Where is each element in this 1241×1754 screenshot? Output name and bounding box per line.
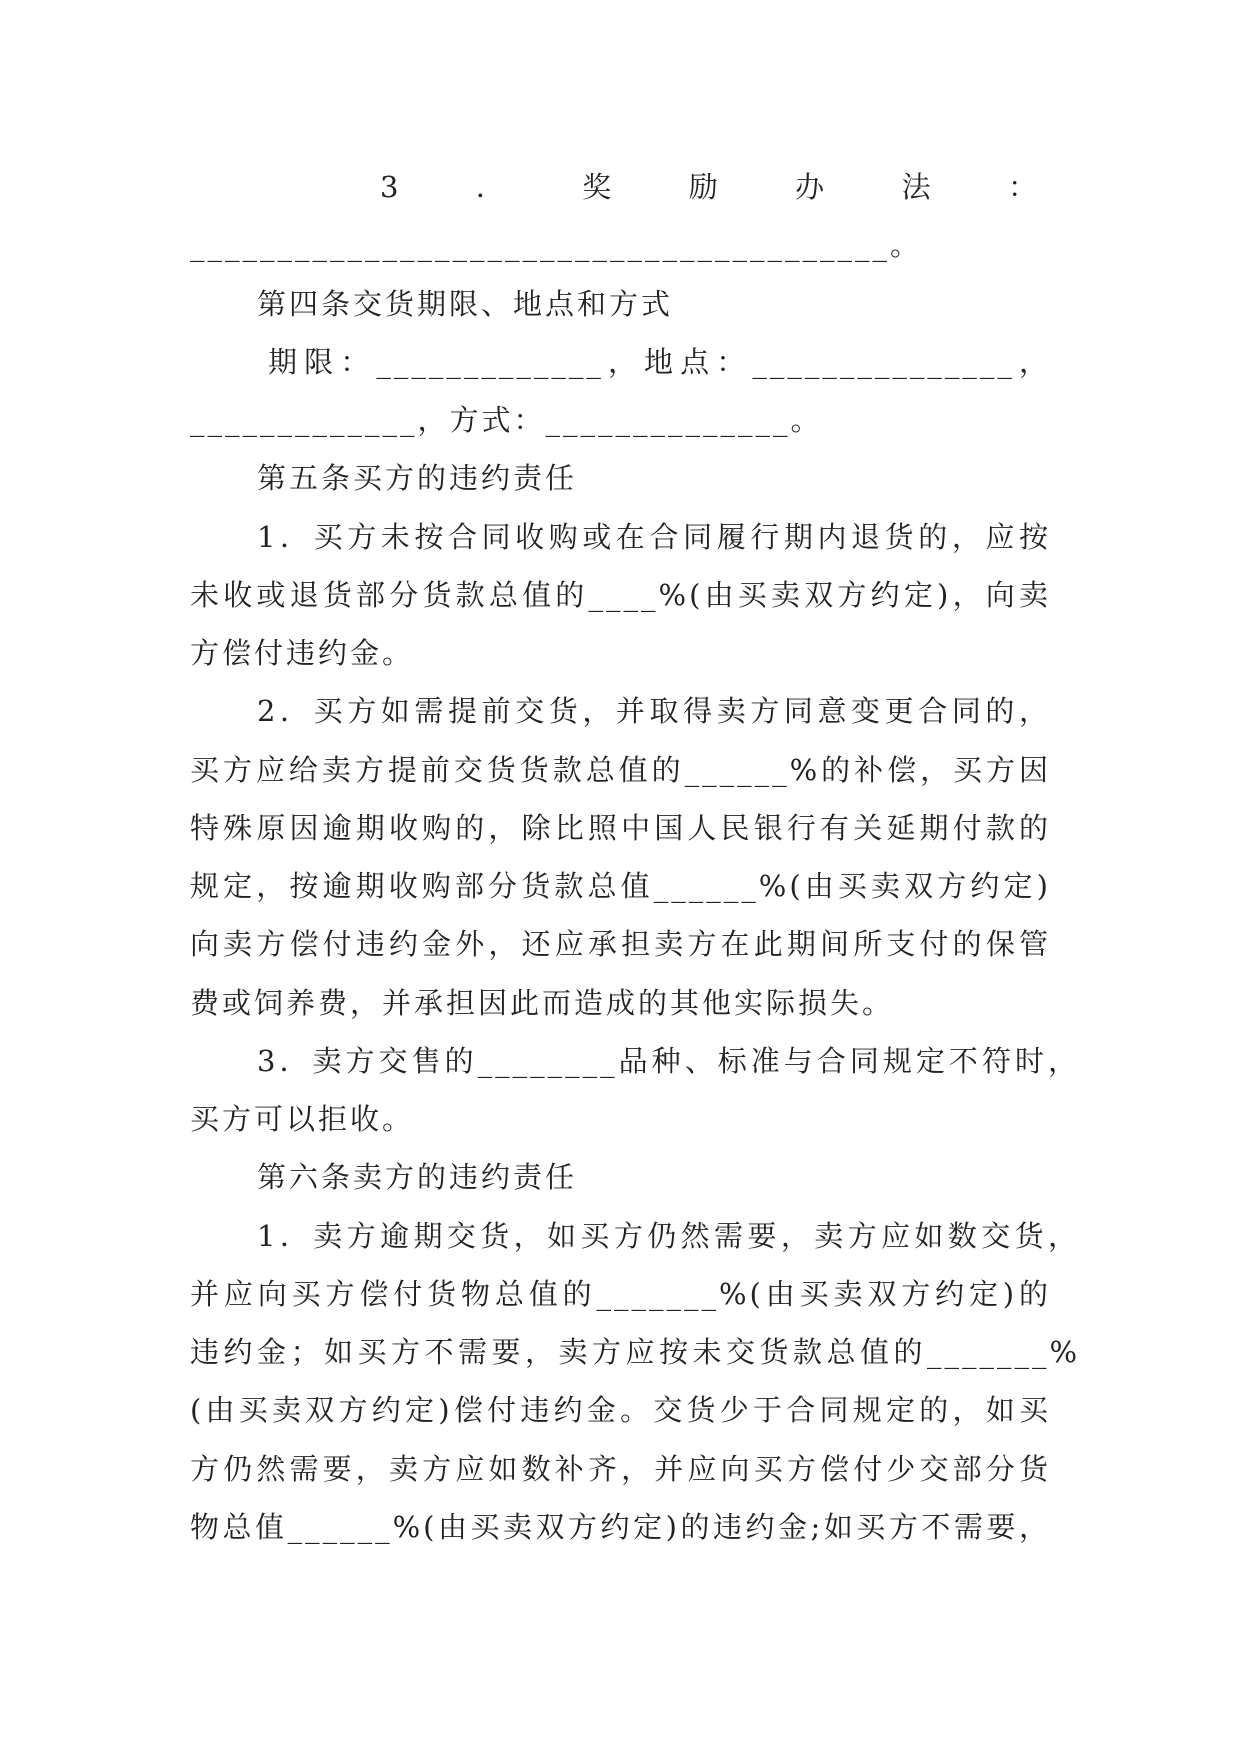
paragraph-line: 物总值______%(由买卖双方约定)的违约金;如买方不需要， xyxy=(190,1509,1051,1544)
paragraph-line: 1．买方未按合同收购或在合同履行期内退货的，应按 xyxy=(257,519,1051,554)
article-heading: 第六条卖方的违约责任 xyxy=(257,1160,578,1195)
clause-item xyxy=(0,682,1241,1032)
reward-clause-blank-line: ________________________________________。 xyxy=(190,228,923,263)
article-5-section xyxy=(0,449,1241,1148)
delivery-method-line: _____________，方式：______________。 xyxy=(190,403,823,437)
article-heading: 第四条交货期限、地点和方式 xyxy=(257,286,674,321)
article-heading: 第五条买方的违约责任 xyxy=(257,461,578,496)
paragraph-line: 买方可以拒收。 xyxy=(190,1102,415,1136)
clause-item xyxy=(0,508,1241,683)
paragraph-line: 向卖方偿付违约金外，还应承担卖方在此期间所支付的保管 xyxy=(190,927,1051,962)
paragraph-line: 方偿付违约金。 xyxy=(190,636,415,670)
article-6-section xyxy=(0,1148,1241,1556)
paragraph-line: 买方应给卖方提前交货货款总值的______%的补偿，买方因 xyxy=(190,752,1051,787)
clause-item xyxy=(0,1032,1241,1149)
article-4-section xyxy=(0,275,1241,450)
paragraph-line: 特殊原因逾期收购的，除比照中国人民银行有关延期付款的 xyxy=(190,810,1051,845)
reward-clause xyxy=(0,158,1241,275)
clause-item xyxy=(0,1207,1241,1557)
paragraph-line: 规定，按逾期收购部分货款总值______%(由买卖双方约定) xyxy=(190,869,1051,903)
paragraph-line: 3．卖方交售的________品种、标准与合同规定不符时， xyxy=(257,1043,1080,1078)
paragraph-line: 1．卖方逾期交货，如买方仍然需要，卖方应如数交货， xyxy=(257,1218,1080,1253)
paragraph-line: 并应向买方偿付货物总值的_______%(由买卖双方约定)的 xyxy=(190,1276,1051,1311)
delivery-term-line: 期限：_____________，地点：_______________， xyxy=(268,344,1051,379)
paragraph-line: (由买卖双方约定)偿付违约金。交货少于合同规定的，如买 xyxy=(190,1393,1051,1428)
paragraph-line: 方仍然需要，卖方应如数补齐，并应向买方偿付少交部分货 xyxy=(190,1451,1051,1486)
paragraph-line: 未收或退货部分货款总值的____%(由买卖双方约定)，向卖 xyxy=(190,577,1051,612)
paragraph-line: 费或饲养费，并承担因此而造成的其他实际损失。 xyxy=(190,985,895,1020)
paragraph-line: 违约金；如买方不需要，卖方应按未交货款总值的_______% xyxy=(190,1335,1080,1369)
reward-clause-title: 3．奖励办法： xyxy=(380,170,1040,204)
paragraph-line: 2．买方如需提前交货，并取得卖方同意变更合同的， xyxy=(257,694,1051,729)
